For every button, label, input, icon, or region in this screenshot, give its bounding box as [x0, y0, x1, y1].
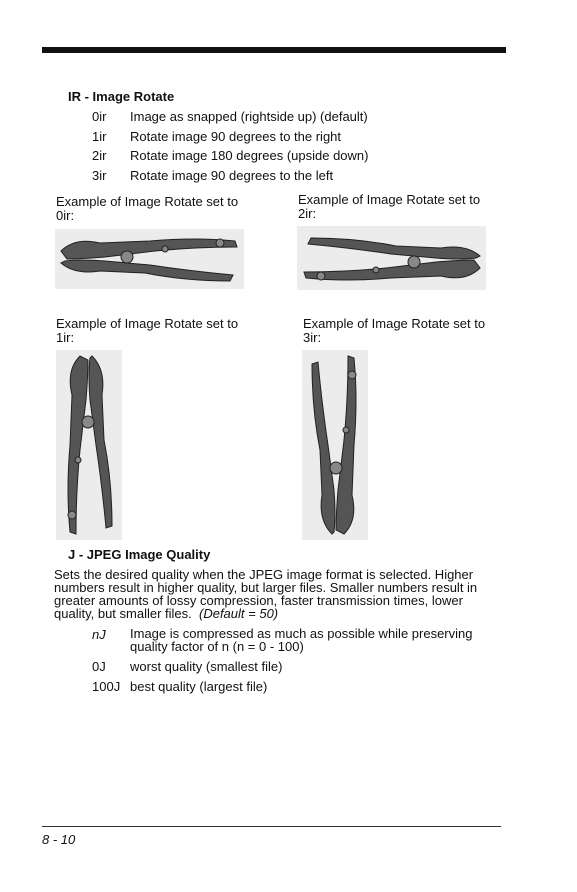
option-code: 0ir: [92, 109, 107, 124]
section-heading-image-rotate: IR - Image Rotate: [68, 89, 175, 104]
option-description: worst quality (smallest file): [130, 659, 283, 674]
pliers-image-0ir: [55, 229, 244, 289]
pliers-image-2ir: [297, 226, 486, 290]
option-code: nJ: [92, 627, 106, 642]
example-caption-1ir: Example of Image Rotate set to 1ir:: [56, 316, 239, 345]
example-caption-2ir: Example of Image Rotate set to 2ir:: [298, 192, 481, 221]
pliers-image-3ir: [302, 350, 368, 540]
option-description: Rotate image 90 degrees to the left: [130, 168, 334, 183]
option-code: 100J: [92, 679, 121, 694]
example-caption-0ir: Example of Image Rotate set to 0ir:: [56, 194, 239, 223]
top-rule: [42, 47, 506, 53]
option-code: 1ir: [92, 129, 107, 144]
option-description: Rotate image 90 degrees to the right: [130, 129, 342, 144]
option-description: best quality (largest file): [130, 679, 268, 694]
option-description: Image is compressed as much as possible while preserving quality factor of n (n = 0 - 100): [130, 626, 473, 654]
default-note: (Default = 50): [199, 606, 279, 621]
paragraph-text: Sets the desired quality when the JPEG image format is selected. Higher numbers result in higher quality, but larger files. Smaller numbers result in greater amounts of lossy compression, faster transmission times, lower quality, but smaller files.: [54, 567, 478, 621]
example-caption-3ir: Example of Image Rotate set to 3ir:: [303, 316, 486, 345]
option-description: Image as snapped (rightside up) (default): [130, 109, 368, 124]
jpeg-quality-description: [54, 568, 494, 620]
page-number: 8 - 10: [42, 832, 76, 847]
option-code: 2ir: [92, 148, 107, 163]
option-code: 0J: [92, 659, 106, 674]
section-heading-jpeg-quality: J - JPEG Image Quality: [68, 547, 211, 562]
option-code: 3ir: [92, 168, 107, 183]
pliers-image-1ir: [56, 350, 122, 540]
bottom-rule: [42, 826, 501, 827]
option-description: Rotate image 180 degrees (upside down): [130, 148, 369, 163]
